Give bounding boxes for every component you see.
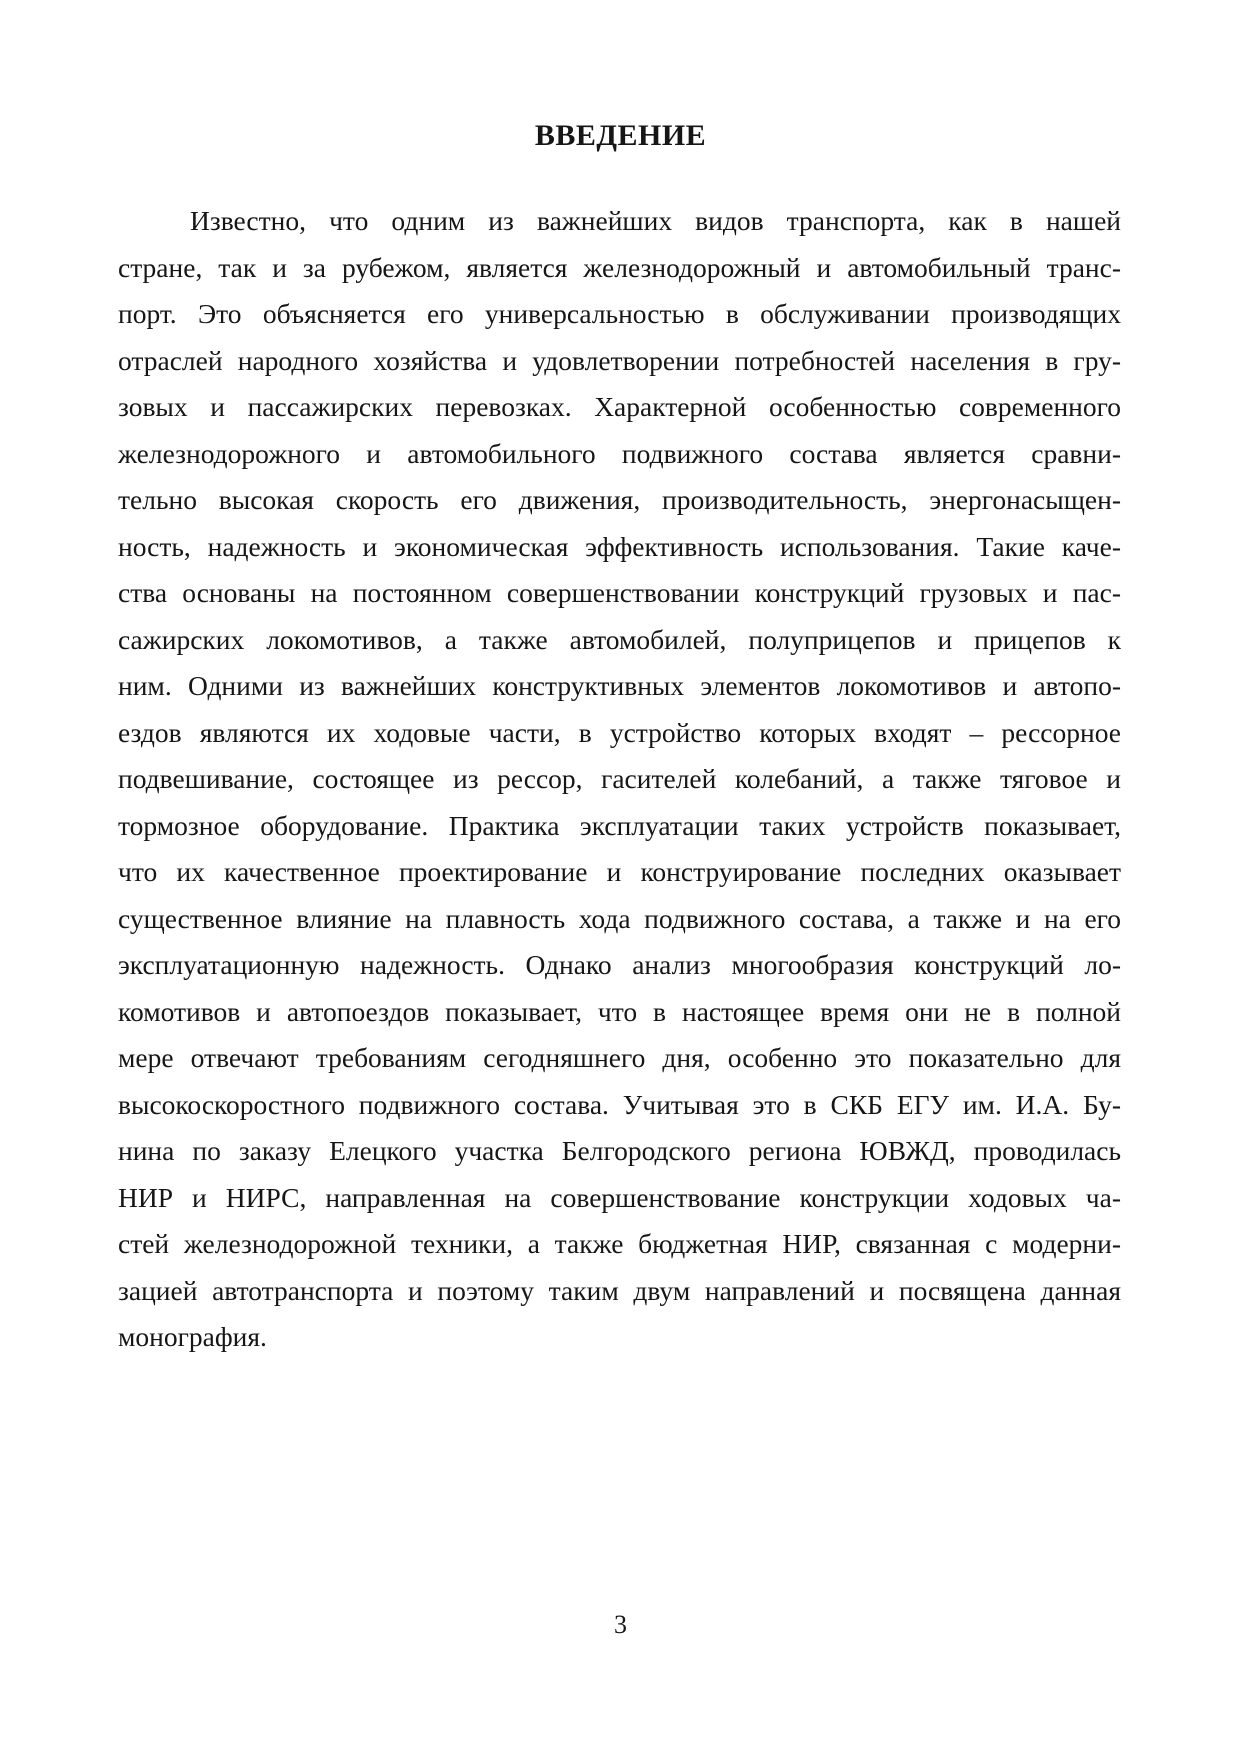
text-line: стране, так и за рубежом, является железнодорожный и автомобильный транс- [118,251,1121,283]
text-line: железнодорожного и автомобильного подвижного состава является сравни- [118,437,1121,469]
text-line: порт. Это объясняется его универсальностью в обслуживании производящих [118,298,1121,329]
text-line: эксплуатационную надежность. Однако анализ многообразия конструкций ло- [118,949,1121,980]
text-line: отраслей народного хозяйства и удовлетворении потребностей населения в гру- [118,344,1121,376]
text-line: сажирских локомотивов, а также автомобилей, полуприцепов и прицепов к [118,623,1121,655]
text-line: зацией автотранспорта и поэтому таким двум направлений и посвящена данная [118,1274,1121,1306]
text-line: тормозное оборудование. Практика эксплуатации таких устройств показывает, [118,809,1121,841]
text-line: зовых и пассажирских перевозках. Характерной особенностью современного [118,391,1121,422]
text-line: ним. Одними из важнейших конструктивных элементов локомотивов и автопо- [118,670,1121,701]
text-line: Известно, что одним из важнейших видов транспорта, как в нашей [190,205,1121,236]
text-line: тельно высокая скорость его движения, производительность, энергонасыщен- [118,484,1121,515]
text-line: высокоскоростного подвижного состава. Учитывая это в СКБ ЕГУ им. И.А. Бу- [118,1088,1121,1120]
text-line: ность, надежность и экономическая эффективность использования. Такие каче- [118,530,1121,562]
page-title: ВВЕДЕНИЕ [534,119,707,152]
text-line: что их качественное проектирование и конструирование последних оказывает [118,856,1121,887]
text-line: нина по заказу Елецкого участка Белгородского региона ЮВЖД, проводилась [118,1135,1121,1166]
text-line: мере отвечают требованиям сегодняшнего дня, особенно это показательно для [118,1042,1121,1073]
page-number: 3 [614,1610,627,1639]
text-line: существенное влияние на плавность хода подвижного состава, а также и на его [118,902,1121,934]
text-line: подвешивание, состоящее из рессор, гасителей колебаний, а также тяговое и [118,763,1121,794]
text-line: НИР и НИРС, направленная на совершенствование конструкции ходовых ча- [118,1181,1121,1213]
text-line: ездов являются их ходовые части, в устройство которых входят – рессорное [118,716,1121,748]
text-line: стей железнодорожной техники, а также бюджетная НИР, связанная с модерни- [118,1228,1121,1259]
body-paragraph [118,198,1121,1361]
text-line: ства основаны на постоянном совершенствовании конструкций грузовых и пас- [118,577,1121,608]
text-line: монография. [118,1321,267,1352]
text-line: комотивов и автопоездов показывает, что в настоящее время они не в полной [118,995,1121,1027]
